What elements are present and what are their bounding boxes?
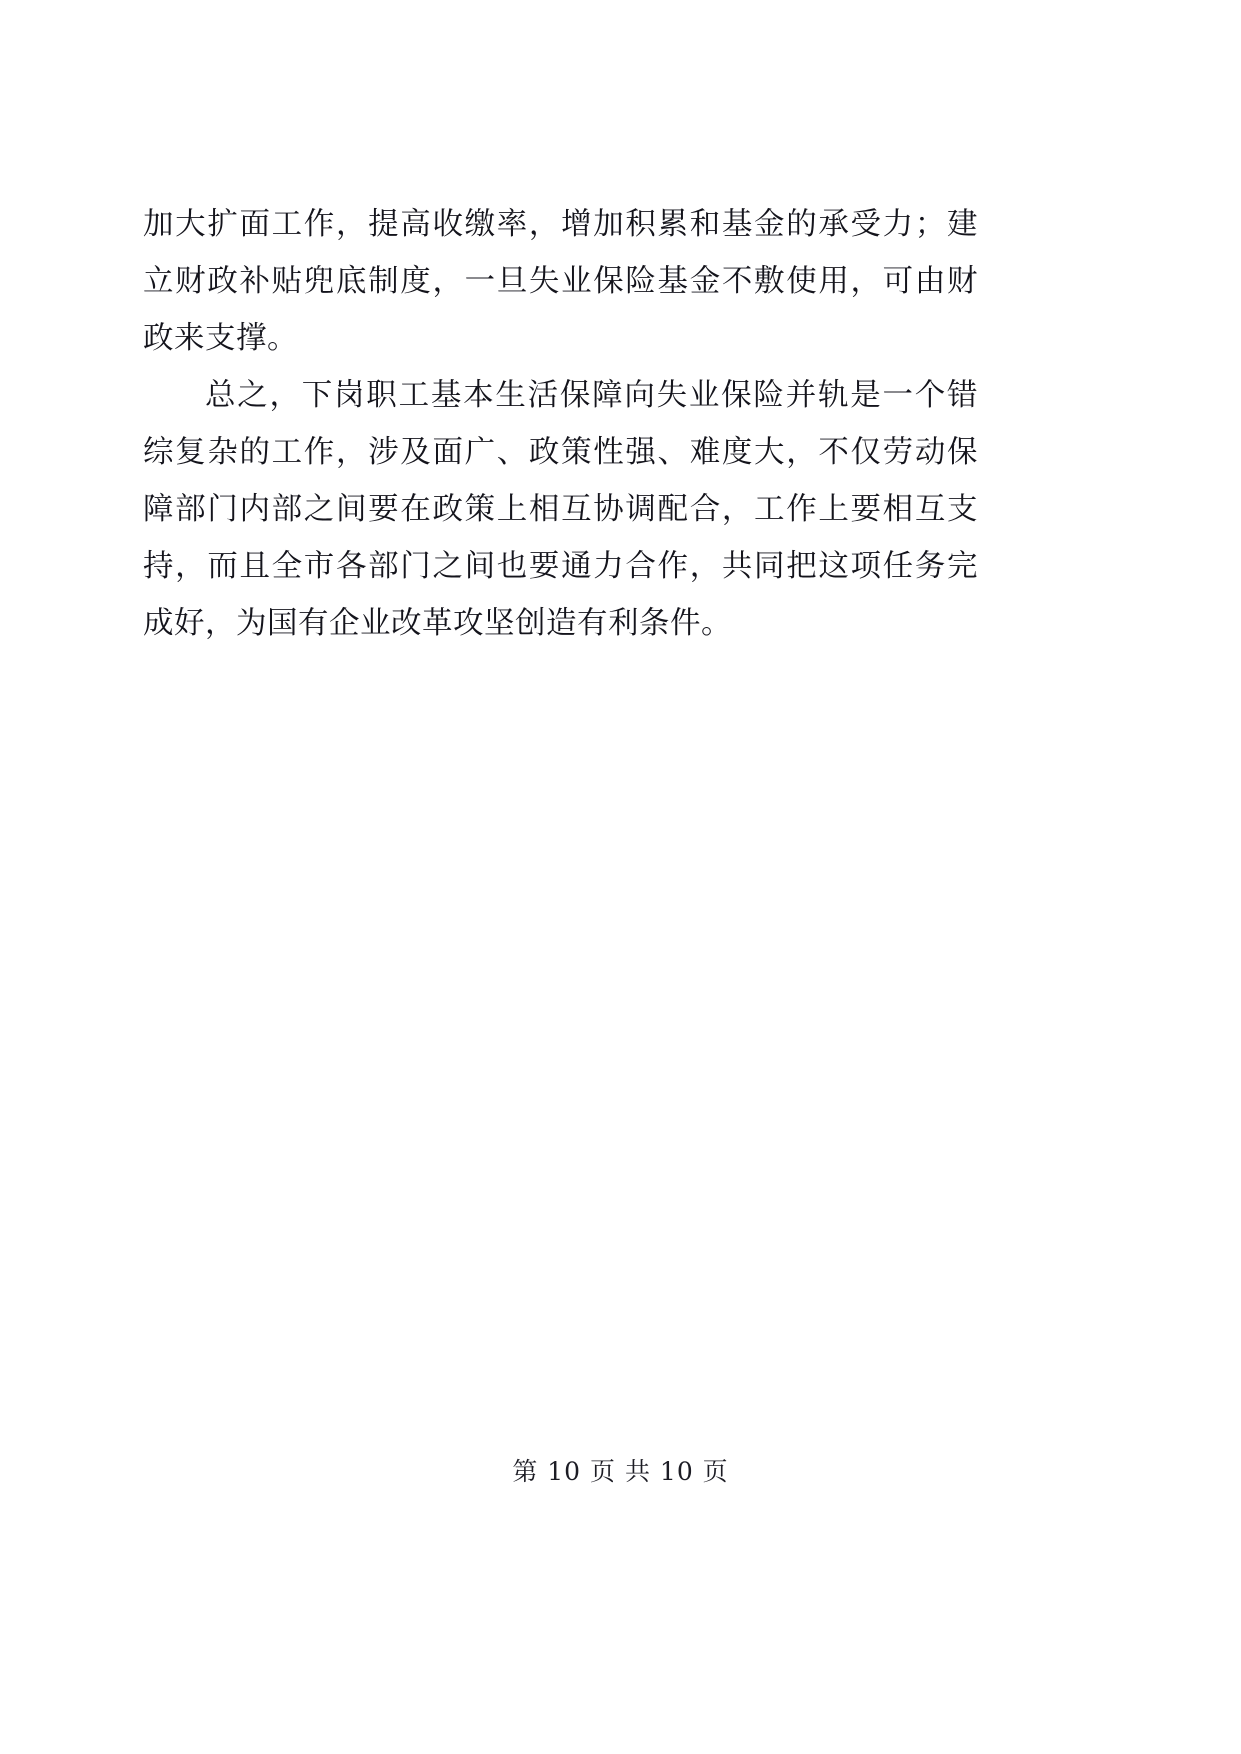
page-number-text: 第 10 页 共 10 页: [512, 1457, 729, 1486]
page-footer: [0, 1452, 1241, 1488]
document-body: [143, 196, 978, 652]
paragraph-1: 加大扩面工作，提高收缴率，增加积累和基金的承受力；建立财政补贴兜底制度，一旦失业保险基金不敷使用，可由财政来支撑。: [143, 207, 978, 356]
paragraph-2: 总之，下岗职工基本生活保障向失业保险并轨是一个错综复杂的工作，涉及面广、政策性强、难度大，不仅劳动保障部门内部之间要在政策上相互协调配合，工作上要相互支持，而且全市各部门之间也要通力合作，共同把这项任务完成好，为国有企业改革攻坚创造有利条件。: [143, 378, 978, 641]
